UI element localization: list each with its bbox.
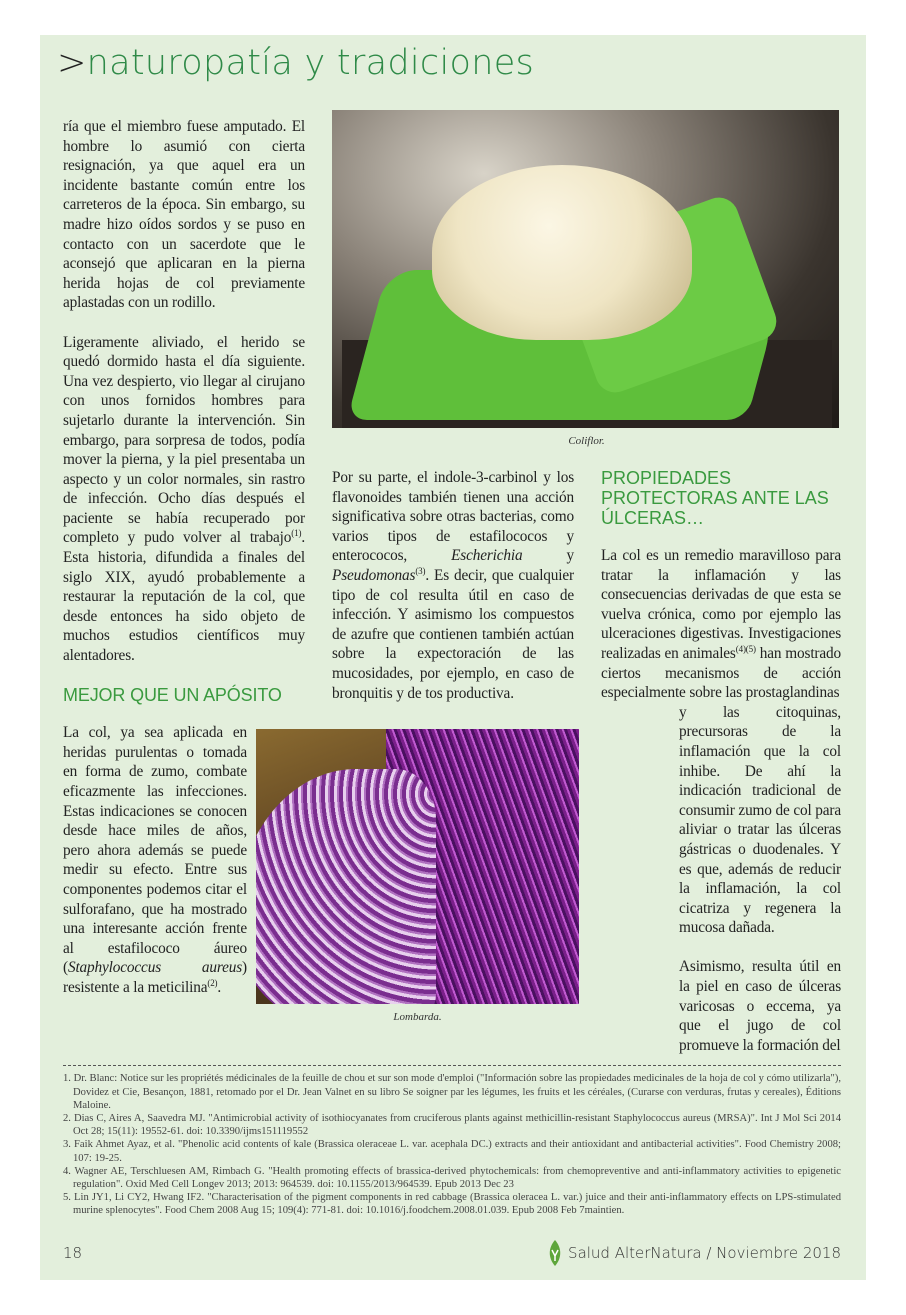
- reference-marker: (2): [207, 977, 218, 988]
- heading-propiedades-protectoras: PROPIEDADES PROTECTORAS ANTE LAS ÚLCERAS…: [601, 468, 829, 528]
- paragraph: [601, 546, 841, 703]
- paragraph: [679, 703, 841, 938]
- italic-text: Staphylococcus aureus: [67, 959, 243, 977]
- footnotes: [63, 1072, 841, 1217]
- reference-marker: (4)(5): [735, 643, 756, 654]
- text-segment: . Esta historia, difundida a finales del siglo XIX, ayudó probablemente a restaurar la reputación de la col, que desde entonces ha sido objeto de muchos estudios científicos muy alentadores.: [63, 529, 305, 665]
- column-3-text: [601, 546, 841, 1055]
- italic-text: Pseudomonas: [332, 566, 416, 584]
- column-3: [601, 464, 841, 1055]
- footnote: 3. Faik Ahmet Ayaz, et al. "Phenolic acid contents of kale (Brassica oleraceae L. var. acephala DC.) extracts and their antioxidant and antibacterial activities". Food Chemistry 2008; 107: 19-25.: [63, 1139, 841, 1164]
- text-segment: Por su parte, el indole-3-carbinol y los flavonoides también tienen una acción significativa sobre otras bacterias, como varios tipos de estafilococos y enterococos,: [332, 469, 574, 565]
- title-text: naturopatía y tradiciones: [86, 43, 535, 83]
- text-segment: y las citoquinas, precursoras de la inflamación que la col inhibe. De ahí la indicación tradicional de consumir zumo de col para aliviar o tratar las úlceras gástricas o duodenales. Y es que, además de reducir la inflamación, la col cicatriza y regenera la mucosa dañada.: [679, 703, 841, 937]
- page-footer: [63, 1240, 841, 1266]
- reference-marker: (3): [415, 565, 426, 576]
- title-prefix: >: [57, 43, 87, 83]
- text-segment: Asimismo, resulta útil en la piel en caso de úlceras varicosas o eccema, ya que el jugo de col promueve la formación del: [679, 958, 841, 1054]
- column-2-text: [332, 468, 574, 703]
- article-body: [63, 117, 841, 1055]
- red-cabbage-caption: Lombarda.: [393, 1011, 442, 1024]
- page-background: [40, 35, 866, 1280]
- text-segment: han mostrado ciertos mecanismos de acción especialmente sobre las prostaglandinas: [601, 644, 841, 702]
- text-segment: La col, ya sea aplicada en heridas purulentas o tomada en forma de zumo, combate eficazmente las infecciones. Estas indicaciones se conocen desde hace miles de años, pero ahora además se puede medir su efecto. Entre sus componentes podemos citar el sulforafano, que ha mostrado una interesante acción frente al estafilococo áureo (: [63, 724, 247, 977]
- text-segment: ) resistente a la meticilina: [63, 959, 247, 996]
- footnote-divider: [63, 1065, 841, 1066]
- reference-marker: (1): [291, 528, 302, 539]
- red-cabbage-figure: [256, 729, 579, 1024]
- footnote: 1. Dr. Blanc: Notice sur les propriétés médicinales de la feuille de chou et sur son mode d'emploi ("Información sobre las propiedades medicinales de la hoja de col y cómo utilizarla"), Dovidez et Cie, Besançon, 1881, retomado por el Dr. Jean Valnet en su libro Se soigner par les légumes, les fruits et les céréales, (Curarse con verduras, frutas y cereales), Éditions Maloine.: [63, 1073, 841, 1111]
- text-segment: Ligeramente aliviado, el herido se quedó dormido hasta el día siguiente. Una vez despierto, vio llegar al cirujano con unos fornidos hombres para sujetarlo durante la intervención. Sin embargo, para sorpresa de todos, podía mover la pierna, y la piel presentaba un aspecto y un color normales, sin rastro de infección. Ocho días después el paciente se había recuperado por completo y pudo volver al trabajo: [63, 333, 305, 547]
- paragraph: [679, 957, 841, 1055]
- heading-mejor-que-un-aposito: MEJOR QUE UN APÓSITO: [63, 685, 282, 706]
- column-3-lower: [679, 703, 841, 1056]
- paragraph: [332, 468, 574, 703]
- page-number: 18: [63, 1243, 83, 1262]
- text-segment: La col es un remedio maravilloso para tratar la inflamación y las consecuencias derivadas de que esta se vuelva crónica, como por ejemplo las ulceraciones digestivas. Investigaciones realizadas en animales: [601, 547, 841, 662]
- footnote: 2. Dias C, Aires A, Saavedra MJ. "Antimicrobial activity of isothiocyanates from cruciferous plants against methicillin-resistant Staphylococcus aureus (MRSA)". Int J Mol Sci 2014 Oct 28; 15(11): 19552-61. doi: 10.3390/ijms151119552: [63, 1113, 841, 1138]
- cauliflower-figure: [332, 110, 841, 464]
- publication-footer: [548, 1240, 841, 1266]
- section-title: [57, 39, 841, 87]
- text-segment: .: [217, 978, 222, 996]
- paragraph: [63, 117, 305, 313]
- leaf-logo-icon: [548, 1240, 562, 1266]
- text-segment: y: [522, 547, 574, 565]
- footnote: 5. Lin JY1, Li CY2, Hwang IF2. "Characterisation of the pigment components in red cabbage (Brassica oleracea L. var.) juice and their anti-inflammatory effects on LPS-stimulated murine splenocytes". Food Chem 2008 Aug 15; 109(4): 771-81. doi: 10.1016/j.foodchem.2008.01.039. Epub 2008 Feb 7maintien.: [63, 1192, 841, 1217]
- red-cabbage-photo: [256, 729, 579, 1004]
- cauliflower-photo: [332, 110, 839, 428]
- footnote: 4. Wagner AE, Terschluesen AM, Rimbach G. "Health promoting effects of brassica-derived phytochemicals: from chemopreventive and anti-inflammatory activities to epigenetic regulation". Oxid Med Cell Longev 2013; 2013: 964539. doi: 10.1155/2013/964539. Epub 2013 Dec 23: [63, 1165, 841, 1191]
- text-segment: . Es decir, que cualquier tipo de col resulta útil en caso de infección. Y asimismo los compuestos de azufre que contienen también actúan sobre la expectoración de las mucosidades, por ejemplo, en caso de bronquitis y de tos productiva.: [332, 566, 574, 702]
- cauliflower-caption: Coliflor.: [568, 435, 605, 447]
- paragraph: [63, 333, 305, 666]
- column-2: [332, 464, 574, 1024]
- italic-text: Escherichia: [451, 547, 523, 565]
- text-segment: ría que el miembro fuese amputado. El hombre lo asumió con cierta resignación, ya que aquel era un incidente bastante común entre los carreteros de la época. Sin embargo, su madre hizo oídos sordos y se puso en contacto con un sacerdote que le aconsejó que aplicaran en la pierna herida hojas de col previamente aplastadas con un rodillo.: [63, 118, 305, 312]
- paragraph: [63, 723, 247, 997]
- publication-name: Salud AlterNatura / Noviembre 2018: [568, 1243, 841, 1262]
